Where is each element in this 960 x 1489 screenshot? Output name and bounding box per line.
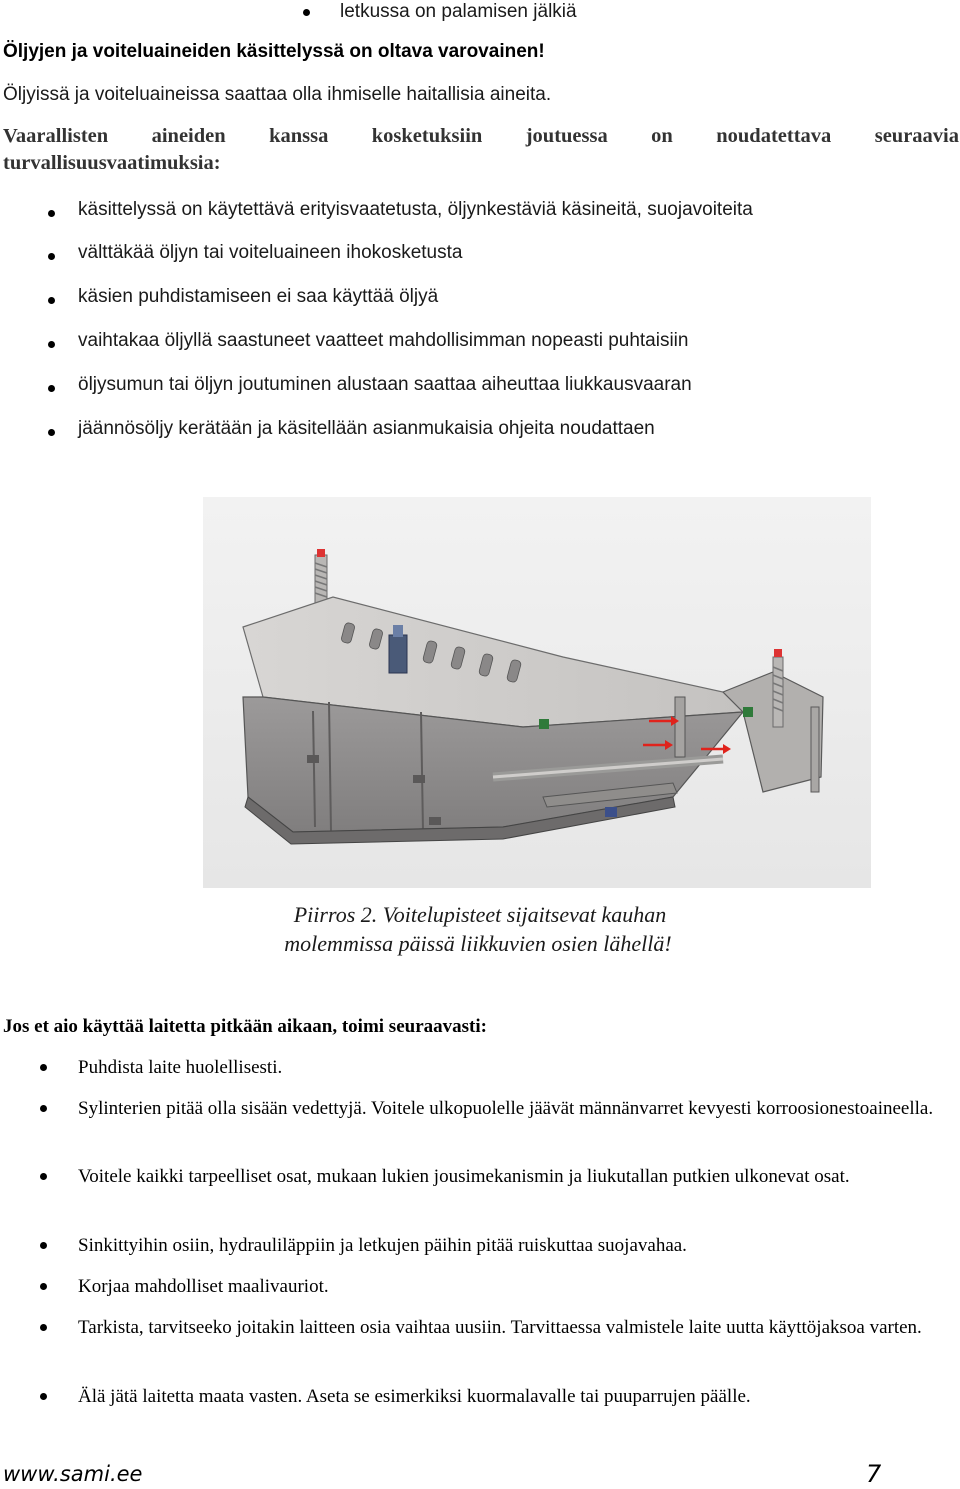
- warning-heading: Öljyjen ja voiteluaineiden käsittelyssä on oltava varovainen!: [3, 41, 545, 62]
- bullet-marker: [40, 1064, 47, 1071]
- bullet-marker: [40, 1324, 47, 1331]
- safety-intro-line2: turvallisuusvaatimuksia:: [3, 152, 221, 174]
- figure-caption-line2: molemmissa päissä liikkuvien osien lähellä!: [284, 931, 672, 956]
- bullet-marker: [40, 1242, 47, 1249]
- bullet-marker: [40, 1105, 47, 1112]
- storage-item: Puhdista laite huolellisesti.: [78, 1057, 283, 1078]
- safety-item: käsien puhdistamiseen ei saa käyttää öljyä: [78, 286, 439, 307]
- safety-item: välttäkää öljyn tai voiteluaineen ihokosketusta: [78, 242, 463, 263]
- storage-heading: Jos et aio käyttää laitetta pitkään aikaan, toimi seuraavasti:: [3, 1016, 487, 1037]
- safety-item: vaihtakaa öljyllä saastuneet vaatteet mahdollisimman nopeasti puhtaisiin: [78, 330, 689, 351]
- safety-intro-line1: Vaarallisten aineiden kanssa kosketuksiin joutuessa on noudatettava seuraavia: [3, 125, 959, 147]
- storage-item: Tarkista, tarvitseeko joitakin laitteen osia vaihtaa uusiin. Tarvittaessa valmistele laite uutta käyttöjaksoa varten.: [78, 1317, 922, 1338]
- bullet-marker: [48, 385, 55, 392]
- storage-item: Sylinterien pitää olla sisään vedettyjä. Voitele ulkopuolelle jäävät männänvarret kevyesti korroosionestoaineella.: [78, 1098, 934, 1119]
- bullet-marker: [48, 210, 55, 217]
- bullet-marker: [40, 1393, 47, 1400]
- safety-item: jäännösöljy kerätään ja käsitellään asianmukaisia ohjeita noudattaen: [78, 418, 655, 439]
- footer-page-number: 7: [866, 1460, 882, 1488]
- safety-item: käsittelyssä on käytettävä erityisvaatetusta, öljynkestäviä käsineitä, suojavoiteita: [78, 199, 753, 220]
- bullet-marker: [48, 297, 55, 304]
- footer-website: www.sami.ee: [3, 1462, 143, 1486]
- bullet-marker: [40, 1173, 47, 1180]
- figure-caption-line1: Piirros 2. Voitelupisteet sijaitsevat kauhan: [293, 902, 667, 927]
- storage-item: Sinkittyihin osiin, hydrauliläppiin ja letkujen päihin pitää ruiskuttaa suojavahaa.: [78, 1235, 687, 1256]
- bullet-marker: [48, 341, 55, 348]
- storage-item: Korjaa mahdolliset maalivauriot.: [78, 1276, 329, 1297]
- bullet-marker: [48, 253, 55, 260]
- bullet-marker: [40, 1283, 47, 1290]
- storage-item: Älä jätä laitetta maata vasten. Aseta se esimerkiksi kuormalavalle tai puuparrujen päälle.: [78, 1386, 751, 1407]
- bullet-marker: [48, 429, 55, 436]
- top-bullet-text: letkussa on palamisen jälkiä: [340, 1, 577, 22]
- bucket-illustration: [203, 497, 871, 888]
- warning-text: Öljyissä ja voiteluaineissa saattaa olla ihmiselle haitallisia aineita.: [3, 84, 552, 105]
- safety-item: öljysumun tai öljyn joutuminen alustaan saattaa aiheuttaa liukkausvaaran: [78, 374, 692, 395]
- storage-item: Voitele kaikki tarpeelliset osat, mukaan lukien jousimekanismin ja liukutallan putkien ulkonevat osat.: [78, 1166, 850, 1187]
- bullet-marker: [303, 9, 310, 16]
